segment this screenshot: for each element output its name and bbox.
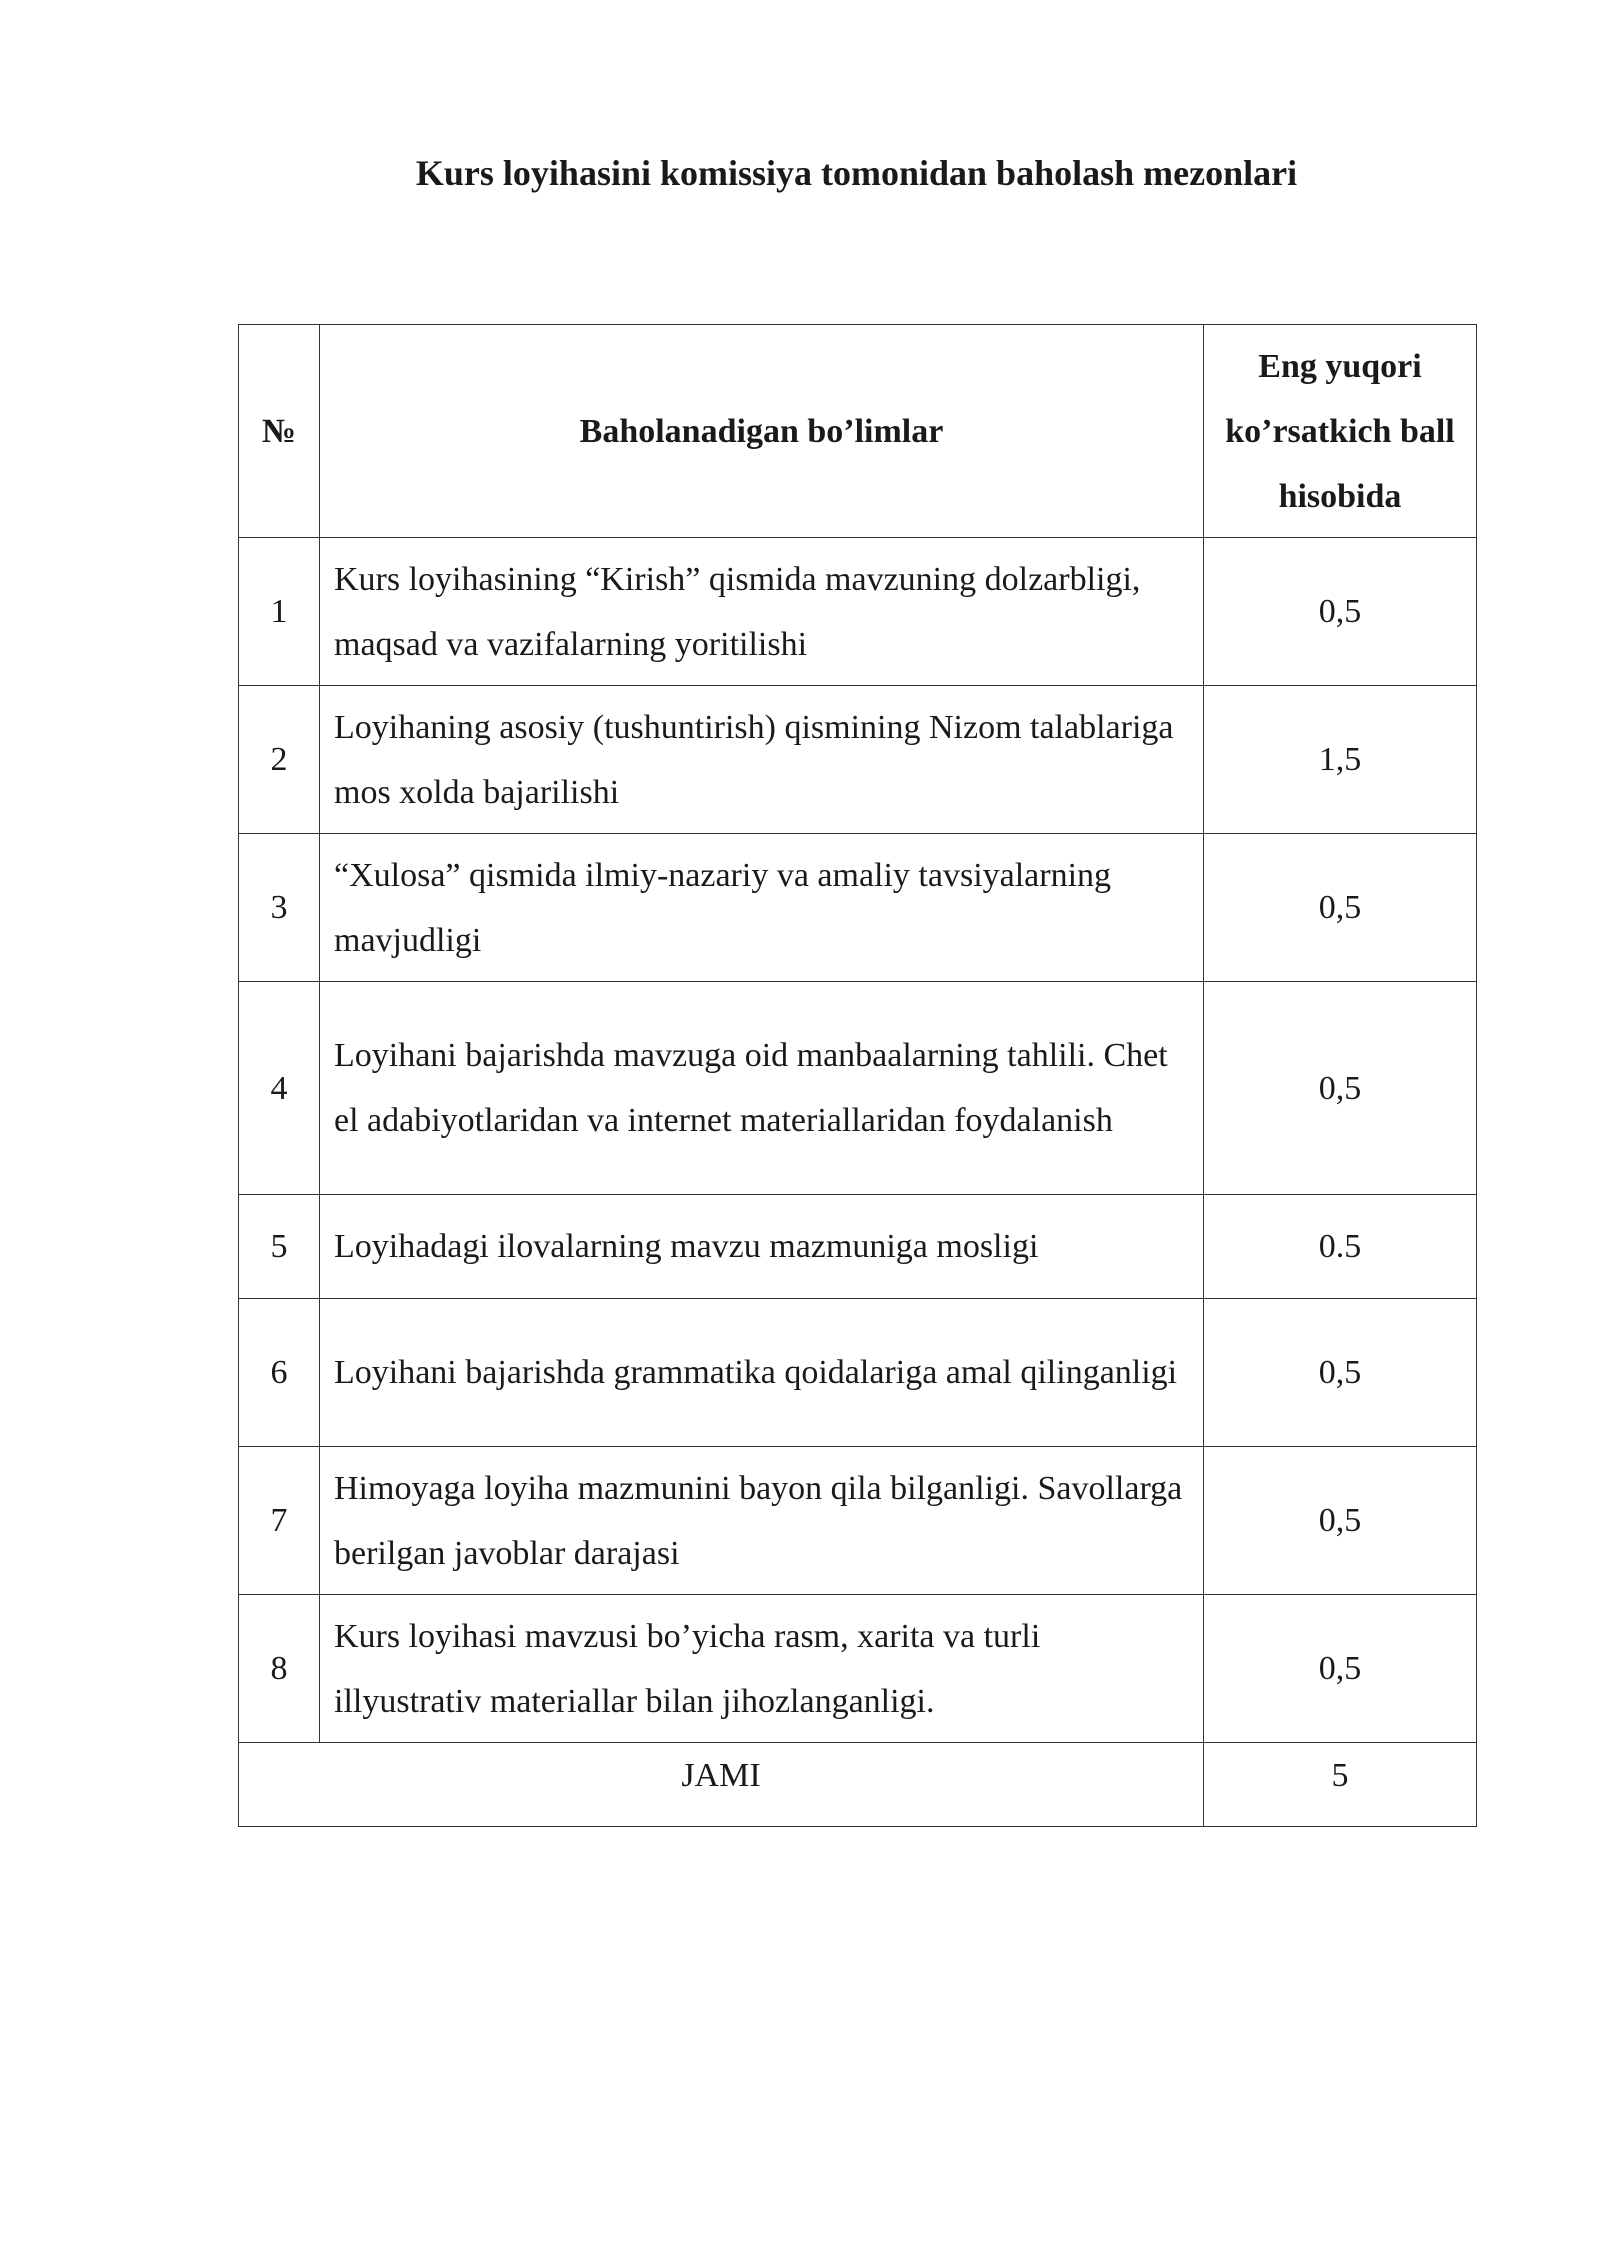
row-description: Kurs loyihasi mavzusi bo’yicha rasm, xarita va turli illyustrativ materiallar bilan jihozlanganligi.: [320, 1595, 1204, 1743]
row-score: 0,5: [1204, 1447, 1477, 1595]
row-number: 8: [239, 1595, 320, 1743]
table-row: [239, 538, 1477, 686]
total-value: 5: [1204, 1743, 1477, 1827]
row-score: 0,5: [1204, 1595, 1477, 1743]
row-score: 0,5: [1204, 834, 1477, 982]
header-section: Baholanadigan bo’limlar: [320, 325, 1204, 538]
row-number: 5: [239, 1195, 320, 1299]
row-description: Loyihani bajarishda mavzuga oid manbaalarning tahlili. Chet el adabiyotlaridan va internet materiallaridan foydalanish: [320, 982, 1204, 1195]
row-number: 7: [239, 1447, 320, 1595]
table-row: [239, 1447, 1477, 1595]
table-row: [239, 982, 1477, 1195]
table-header-row: [239, 325, 1477, 538]
row-number: 4: [239, 982, 320, 1195]
row-description: Kurs loyihasining “Kirish” qismida mavzuning dolzarbligi, maqsad va vazifalarning yoritilishi: [320, 538, 1204, 686]
page-title: Kurs loyihasini komissiya tomonidan baholash mezonlari: [415, 153, 1298, 193]
row-description: Himoyaga loyiha mazmunini bayon qila bilganligi. Savollarga berilgan javoblar darajasi: [320, 1447, 1204, 1595]
row-number: 1: [239, 538, 320, 686]
row-score: 0,5: [1204, 982, 1477, 1195]
table-row: [239, 686, 1477, 834]
row-score: 0,5: [1204, 1299, 1477, 1447]
row-number: 3: [239, 834, 320, 982]
header-max-score: Eng yuqori ko’rsatkich ball hisobida: [1204, 325, 1477, 538]
table-row: [239, 1195, 1477, 1299]
row-number: 6: [239, 1299, 320, 1447]
header-number: №: [239, 325, 320, 538]
row-description: Loyihani bajarishda grammatika qoidalariga amal qilinganligi: [320, 1299, 1204, 1447]
row-number: 2: [239, 686, 320, 834]
row-description: “Xulosa” qismida ilmiy-nazariy va amaliy tavsiyalarning mavjudligi: [320, 834, 1204, 982]
table-row: [239, 834, 1477, 982]
table-row: [239, 1299, 1477, 1447]
row-score: 0,5: [1204, 538, 1477, 686]
row-description: Loyihaning asosiy (tushuntirish) qismining Nizom talablariga mos xolda bajarilishi: [320, 686, 1204, 834]
total-label: JAMI: [239, 1743, 1204, 1827]
criteria-table: [238, 324, 1477, 1827]
row-score: 0.5: [1204, 1195, 1477, 1299]
row-score: 1,5: [1204, 686, 1477, 834]
row-description: Loyihadagi ilovalarning mavzu mazmuniga mosligi: [320, 1195, 1204, 1299]
total-row: [239, 1743, 1477, 1827]
table-row: [239, 1595, 1477, 1743]
